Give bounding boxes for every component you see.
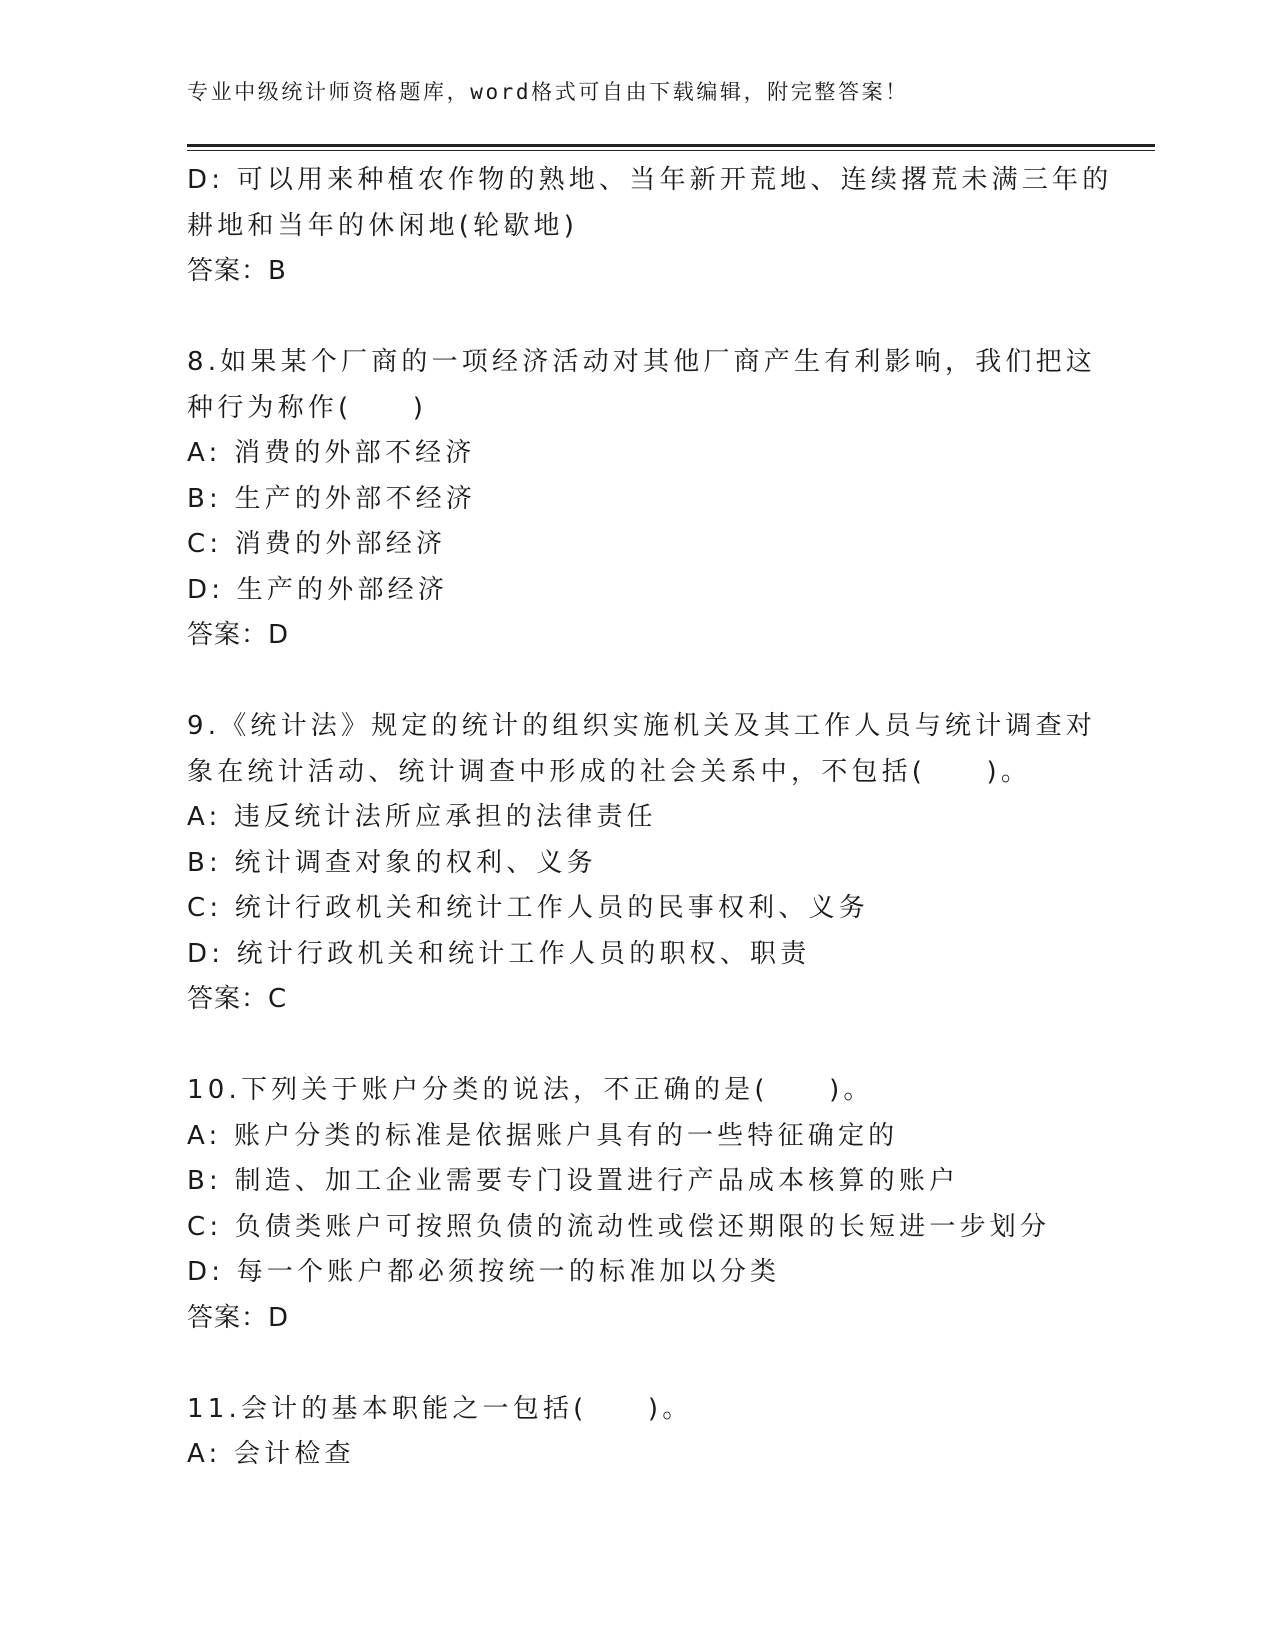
question-10-answer: 答案：D xyxy=(187,1302,290,1333)
spacer xyxy=(187,659,1087,705)
question-9-option-c: C: 统计行政机关和统计工作人员的民事权利、义务 xyxy=(187,893,869,923)
question-9-stem-line2: 象在统计活动、统计调查中形成的社会关系中，不包括( )。 xyxy=(187,756,1032,787)
question-8-option-c: C: 消费的外部经济 xyxy=(187,529,447,559)
question-9-option-b: B: 统计调查对象的权利、义务 xyxy=(187,847,597,878)
question-9-answer: 答案：C xyxy=(187,984,288,1014)
question-11-option-a: A: 会计检查 xyxy=(187,1439,355,1469)
option-d-line2: 耕地和当年的休闲地(轮歇地) xyxy=(187,210,579,241)
question-9-option-d: D: 统计行政机关和统计工作人员的职权、职责 xyxy=(187,938,811,969)
question-9-stem-line1: 9.《统计法》规定的统计的组织实施机关及其工作人员与统计调查对 xyxy=(187,711,1097,741)
question-8-option-d: D: 生产的外部经济 xyxy=(187,574,449,605)
header-rule-thin xyxy=(187,150,1155,151)
question-10-option-b: B: 制造、加工企业需要专门设置进行产品成本核算的账户 xyxy=(187,1166,960,1196)
document-header: 专业中级统计师资格题库，word格式可自由下载编辑，附完整答案！ xyxy=(187,80,909,104)
question-10-option-d: D: 每一个账户都必须按统一的标准加以分类 xyxy=(187,1257,781,1287)
question-11-stem-line1: 11.会计的基本职能之一包括( )。 xyxy=(187,1393,693,1424)
answer-line: 答案：B xyxy=(187,256,287,286)
question-8-option-a: A: 消费的外部不经济 xyxy=(187,438,476,468)
spacer xyxy=(187,295,1087,341)
question-9-option-a: A: 违反统计法所应承担的法律责任 xyxy=(187,802,657,832)
question-10-option-c: C: 负债类账户可按照负债的流动性或偿还期限的长短进一步划分 xyxy=(187,1211,1051,1242)
question-8-answer: 答案：D xyxy=(187,620,290,650)
question-10-option-a: A: 账户分类的标准是依据账户具有的一些特征确定的 xyxy=(187,1120,899,1151)
question-8-option-b: B: 生产的外部不经济 xyxy=(187,483,477,514)
question-8-stem-line2: 种行为称作( ) xyxy=(187,392,428,423)
option-d-line1: D: 可以用来种植农作物的熟地、当年新开荒地、连续撂荒未满三年的 xyxy=(187,165,1113,195)
spacer xyxy=(187,1341,1087,1387)
question-10-stem-line1: 10.下列关于账户分类的说法，不正确的是( )。 xyxy=(187,1075,874,1105)
question-content xyxy=(187,158,1113,1478)
header-rule-thick xyxy=(187,144,1155,147)
question-8-stem-line1: 8.如果某个厂商的一项经济活动对其他厂商产生有利影响，我们把这 xyxy=(187,347,1097,377)
spacer xyxy=(187,1023,1087,1069)
